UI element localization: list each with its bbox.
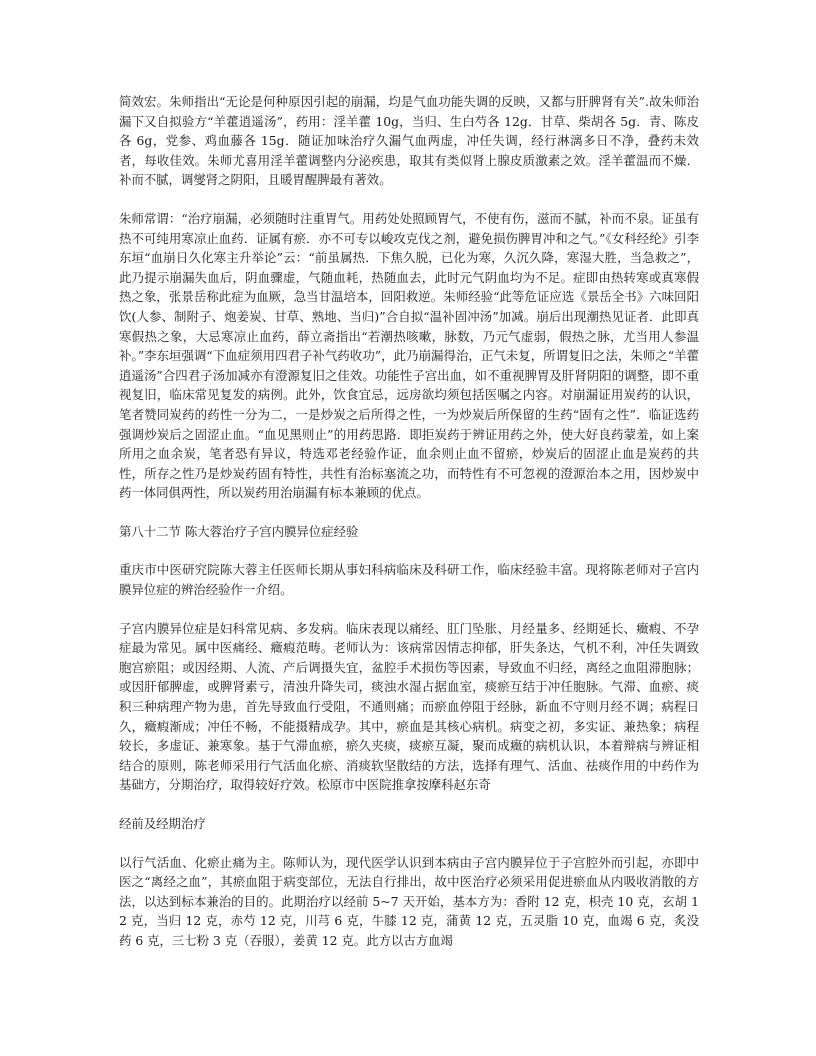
document-page bbox=[119, 92, 699, 970]
paragraph-pathogenesis: 子宫内膜异位症是妇科常见病、多发病。临床表现以痛经、肛门坠胀、月经量多、经期延长、癥瘕、不孕症最为常见。属中医痛经、癥瘕范畴。老师认为：该病常因情志抑郁，肝失条达，气机不利，冲任失调致胞宫瘀阻；或因经期、人流、产后调摄失宜，盆腔手术损伤等因素，导致血不归经，离经之血阻滞胞脉；或因肝郁脾虚，或脾肾素亏，清浊升降失司，痰浊水湿占据血室，痰瘀互结于冲任胞脉。气滞、血瘀、痰积三种病理产物为患，首先导致血行受阻，不通则痛；而瘀血停阻于经脉，新血不守则月经不调；病程日久，癥瘕渐成；冲任不畅，不能摄精成孕。其中，瘀血是其核心病机。病变之初，多实证、兼热象；病程较长，多虚证、兼寒象。基于气滞血瘀，瘀久夹痰，痰瘀互凝，聚而成癥的病机认识，本着辩病与辨证相结合的原则，陈老师采用行气活血化瘀、消痰软坚散结的方法，选择有理气、活血、祛痰作用的中药作为基础方，分期治疗，取得较好疗效。松原市中医院推拿按摩科赵东奇 bbox=[119, 620, 699, 793]
subsection-heading: 经前及经期治疗 bbox=[119, 816, 206, 831]
section-heading: 第八十二节 陈大蓉治疗子宫内膜异位症经验 bbox=[119, 523, 359, 539]
paragraph-zhu-shi-lou-xia: 简效宏。朱师指出“无论是何种原因引起的崩漏，均是气血功能失调的反映，又都与肝脾肾有关”.故朱师治漏下又自拟验方“羊藿逍遥汤”，药用：淫羊藿 10g，当归、生白芍各 12g．甘草、柴胡各 5g．青、陈皮各 6g，党参、鸡血藤各 15g．随证加味治疗久漏气血两虚，冲任失调，经行淋漓多日不净，叠药未效者，每收佳效。朱师尤喜用淫羊藿调整内分泌疾患，取其有类似肾上腺皮质激素之效。淫羊藿温而不燥．补而不腻，调燮肾之阴阳，且暖胃醒脾最有著效。 bbox=[119, 94, 699, 188]
paragraph-introduction: 重庆市中医研究院陈大蓉主任医师长期从事妇科病临床及科研工作，临床经验丰富。现将陈老师对子宫内膜异位症的辨治经验作一介绍。 bbox=[119, 562, 699, 598]
paragraph-zhu-shi-wei-qi: 朱师常谓：“治疗崩漏，必须随时注重胃气。用药处处照顾胃气，不使有伤，滋而不腻，补而不泉。证虽有热不可纯用寒凉止血药．证属有瘀．亦不可专以峻攻克伐之剂，避免损伤脾胃冲和之气。”《女科经纶》引李东垣“血崩日久化寒主升举论”云：“前虽属热．下焦久脱，已化为寒，久沉久降，寒湿大胜，当急救之”，此乃提示崩漏失血后，阴血骤虚，气随血耗，热随血去，此时元气阴血均为不足。症即由热转寒或真寒假热之象，张景岳称此症为血厥，急当甘温培本，回阳救逆。朱师经验“此等危证应选《景岳全书》六味回阳饮(人参、制附子、炮姜炭、甘草、熟地、当归)”合自拟“温补固冲汤”加减。崩后出现潮热见证者．此即真寒假热之象，大忌寒凉止血药，薛立斋指出“若潮热咳嗽，脉数，乃元气虚弱，假热之脉，尤当用人参温补。”李东垣强调“下血症须用四君子补气药收功”，此乃崩漏得治，正气未复，所谓复旧之法，朱师之“羊藿逍遥汤”合四君子汤加减亦有澄源复旧之佳效。功能性子宫出血，如不重视脾胃及肝肾阴阳的调整，即不重视复旧，临床常见复发的病例。此外，饮食宜忌，远房欲均须包括医嘱之内容。对崩漏证用炭药的认识，笔者赞同炭药的药性一分为二，一是炒炭之后所得之性，一为炒炭后所保留的生药“固有之性”．临证选药强调炒炭后之固涩止血。“血见黑则止”的用药思路．即拒炭药于辨证用药之外，使大好良药蒙羞，如上案所用之血余炭，笔者恐有异议，特选邓老经验作证，血余则止血不留瘀，炒炭后的固涩止血是炭药的共性，所存之性乃是炒炭药固有特性，共性有治标塞流之功，而特性有不可忽视的澄源治本之用，因炒炭中药一体同俱两性，所以炭药用治崩漏有标本兼顾的优点。 bbox=[119, 210, 699, 501]
paragraph-treatment: 以行气活血、化瘀止痛为主。陈师认为，现代医学认识到本病由子宫内膜异位于子宫腔外而引起，亦即中医之“离经之血”，其瘀血阻于病变部位，无法自行排出，故中医治疗必须采用促进瘀血从内吸收消散的方法，以达到标本兼治的目的。此期治疗以经前 5~7 天开始，基本方为：香附 12 克，枳壳 10 克，玄胡 12 克，当归 12 克，赤芍 12 克，川芎 6 克，牛膝 12 克，蒲黄 12 克，五灵脂 10 克，血竭 6 克，炙没药 6 克，三七粉 3 克（吞服），姜黄 12 克。此方以古方血竭 bbox=[119, 854, 699, 948]
